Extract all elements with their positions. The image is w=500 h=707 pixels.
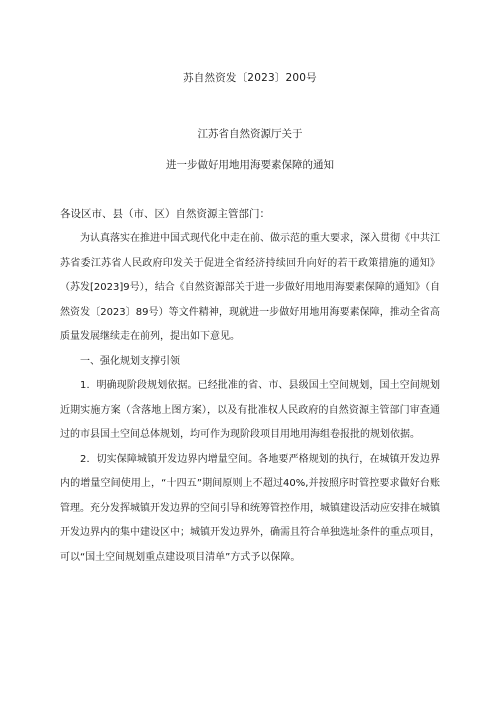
body-paragraph: 1．明确现阶段规划依据。已经批准的省、市、县级国土空间规划，国土空间规划近期实施方案（含落地上图方案），以及有批准权人民政府的自然资源主管部门审查通过的市县国土空间总体规划，均可作为现阶段项目用地用海组卷报批的规划依据。 <box>60 380 440 440</box>
document-title-line-2: 进一步做好用地用海要素保障的通知 <box>166 159 334 171</box>
document-title-line-1: 江苏省自然资源厅关于 <box>197 128 303 140</box>
document-body <box>60 227 440 570</box>
recipient-line: 各设区市、县（市、区）自然资源主管部门： <box>60 208 270 220</box>
document-number: 苏自然资发〔2023〕200号 <box>183 72 317 84</box>
section-heading: 一、强化规划支撑引领 <box>80 355 180 367</box>
intro-paragraph: 为认真落实在推进中国式现代化中走在前、做示范的重大要求，深入贯彻《中共江苏省委江苏省人民政府印发关于促进全省经济持续回升向好的若干政策措施的通知》（苏发[2023]9号），结合《自然资源部关于进一步做好用地用海要素保障的通知》（自然资发〔2023〕89号）等文件精神，现就进一步做好用地用海要素保障，推动全省高质量发展继续走在前列，提出如下意见。 <box>60 233 440 342</box>
body-paragraph: 2．切实保障城镇开发边界内增量空间。各地要严格规划的执行，在城镇开发边界内的增量空间使用上，“十四五”期间原则上不超过40%,并按照序时管控要求做好台账管理。充分发挥城镇开发边界的空间引导和统筹管控作用，城镇建设活动应安排在城镇开发边界内的集中建设区中；城镇开发边界外，确需且符合单独选址条件的重点项目，可以“国土空间规划重点建设项目清单”方式予以保障。 <box>60 453 440 563</box>
